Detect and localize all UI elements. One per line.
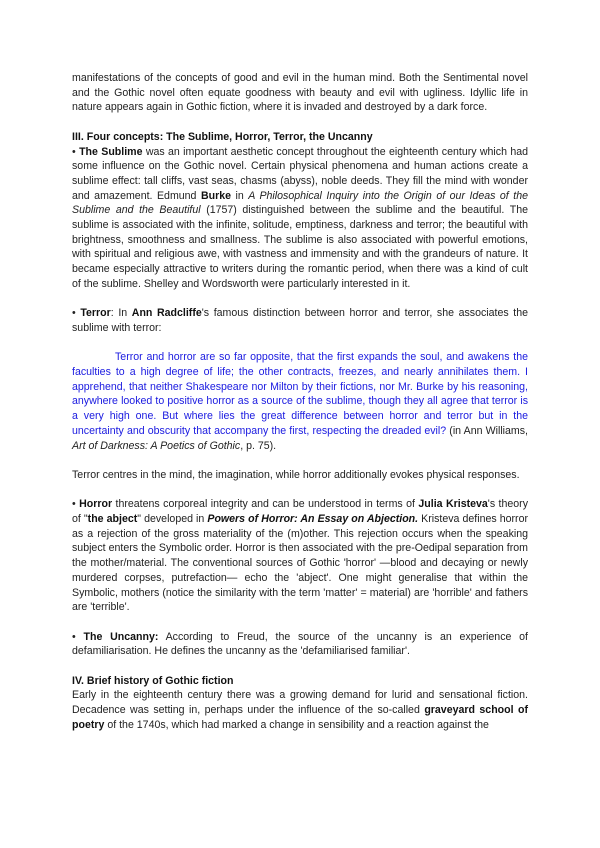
text: According to Freud, the source of the uncanny is an experience of defamiliarisation. He defines the uncanny as the 'defamiliarised familiar'.	[72, 630, 529, 658]
text: 's theory of "	[72, 498, 528, 526]
text: was an important aesthetic concept throughout the eighteenth century which had some influence on the Gothic novel. Certain physical phenomena and human actions create a sublime effect: tall cliffs, vast seas, chasms (abyss), noble deeds. They fill the mind with wonder and amazement. Edmund	[72, 145, 529, 202]
citation-text: (in Ann Williams,	[446, 424, 528, 437]
paragraph-terror	[72, 306, 528, 335]
bullet: •	[72, 145, 80, 158]
term-abject: the abject	[87, 513, 138, 526]
document-page	[72, 71, 528, 733]
text: (1757) distinguished between the sublime and the beautiful. The sublime is associated with the infinite, solitude, emptiness, darkness and terror; the beautiful with brightness, smoothness and smallness. The sublime is also associated with powerful emotions, with spiritual and religious awe, with vastness and immensity and with the grandeurs of nature. It became especially attractive to writers during the romantic period, when there was a kind of cult of the sublime. Shelley and Wordsworth were particularly interested in it.	[72, 204, 528, 290]
name-burke: Burke	[200, 189, 231, 202]
name-radcliffe: Ann Radcliffe	[131, 307, 202, 320]
text: in	[231, 189, 249, 202]
block-quote	[72, 350, 528, 453]
paragraph-history	[72, 688, 528, 732]
text: 's famous distinction between horror and terror, she associates the sublime with terror:	[72, 307, 529, 334]
term-graveyard-school: graveyard school of poetry	[72, 704, 529, 731]
name-kristeva: Julia Kristeva	[418, 498, 488, 511]
paragraph-horror	[72, 497, 528, 615]
bullet: •	[72, 498, 80, 511]
term-terror: Terror	[80, 307, 111, 320]
bullet: •	[72, 630, 84, 643]
paragraph-intro: manifestations of the concepts of good and evil in the human mind. Both the Sentimental novel and the Gothic novel often equate goodness with beauty and evil with ugliness. Idyllic life in nature appears again in Gothic fiction, where it is invaded and destroyed by a dark force.	[72, 72, 528, 114]
quote-text: Terror and horror are so far opposite, that the first expands the soul, and awakens the faculties to a high degree of life; the other contracts, freezes, and nearly annihilates them. I apprehend, that neither Shakespeare nor Milton by their fictions, nor Mr. Burke by his reasoning, anywhere looked to positive horror as a source of the sublime, though they all agree that terror is a very high one. But where lies the great difference between horror and terror but in the uncertainty and obscurity that accompany the first, respecting the dreaded evil?	[72, 351, 528, 437]
text: Kristeva defines horror as a rejection of the gross materiality of the (m)other. This rejection occurs when the speaking subject enters the Symbolic order. Horror is then associated with the pre-Oedipal separation from the mother/material. The conventional sources of Gothic 'horror' —blood and decaying or newly murdered corpses, putrefaction— echo the 'abject'. One might generalise that within the Symbolic, mothers (notice the similarity with the term 'matter' = material) are 'horrible' and fathers are 'terrible'.	[72, 513, 529, 614]
term-horror: Horror	[79, 498, 113, 511]
text: Early in the eighteenth century there was a growing demand for lurid and sensational fiction. Decadence was setting in, perhaps under the influence of the so-called	[72, 689, 528, 717]
section-heading-iii: III. Four concepts: The Sublime, Horror, Terror, the Uncanny	[72, 130, 373, 143]
citation-book: Art of Darkness: A Poetics of Gothic	[72, 439, 241, 452]
paragraph-uncanny	[72, 630, 528, 659]
bullet: •	[72, 307, 81, 320]
book-title: A Philosophical Inquiry into the Origin of our Ideas of the Sublime and the Beautiful	[72, 189, 528, 217]
term-sublime: The Sublime	[79, 145, 143, 158]
book-title: Powers of Horror: An Essay on Abjection.	[207, 513, 419, 526]
text: : In	[110, 307, 132, 320]
paragraph-sublime	[72, 145, 528, 292]
paragraph-terror-centres: Terror centres in the mind, the imagination, while horror additionally evokes physical responses.	[72, 468, 520, 481]
text: threatens corporeal integrity and can be understood in terms of	[112, 498, 419, 511]
text: of the 1740s, which had marked a change in sensibility and a reaction against the	[104, 718, 489, 731]
term-uncanny: The Uncanny:	[83, 630, 159, 643]
text: " developed in	[137, 513, 208, 526]
citation-page: , p. 75).	[240, 439, 277, 452]
section-heading-iv: IV. Brief history of Gothic fiction	[72, 674, 234, 687]
